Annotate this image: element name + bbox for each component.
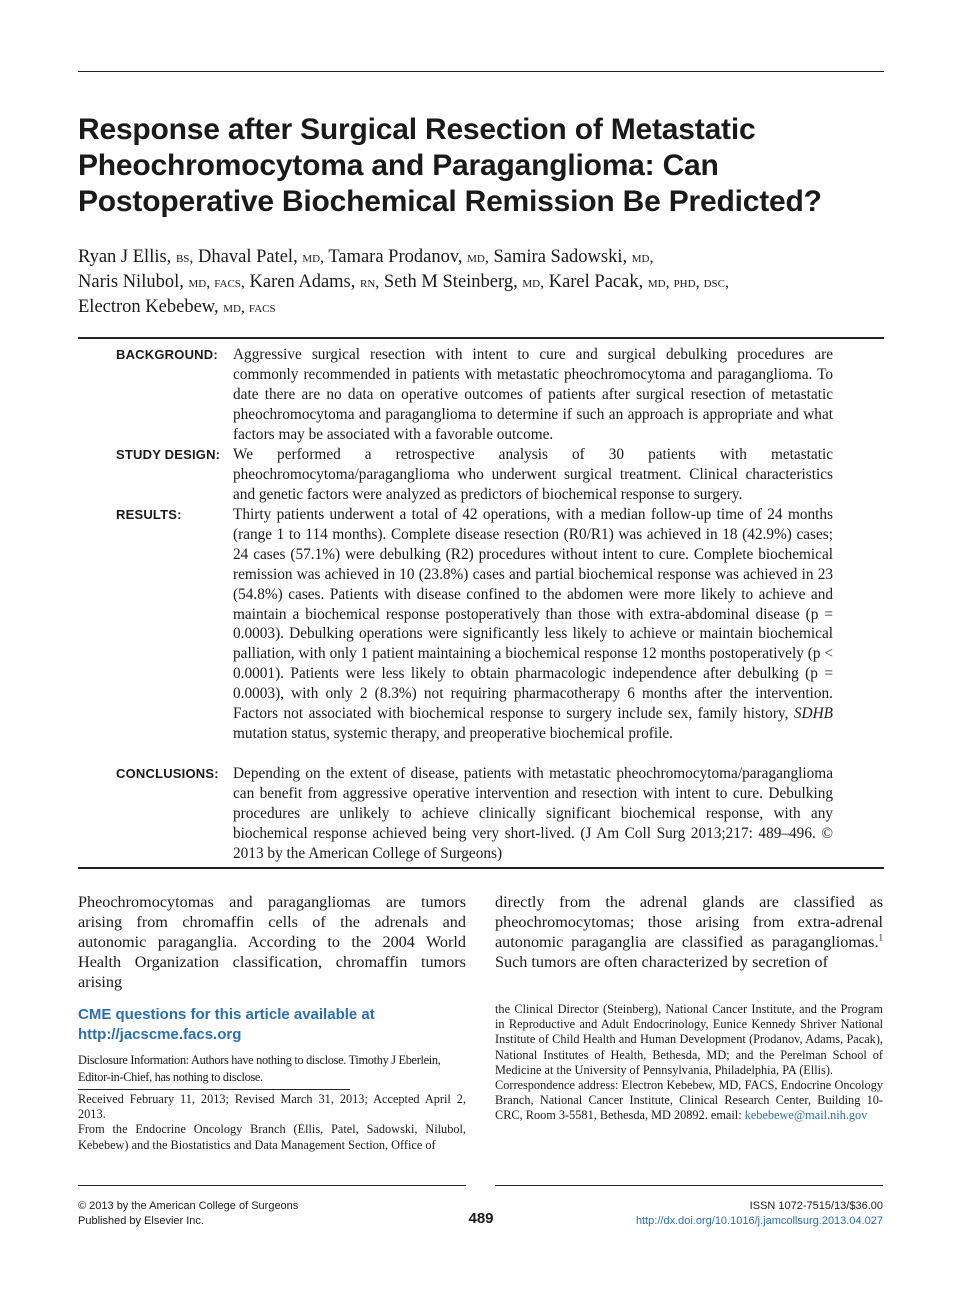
- author-degree: bs,: [175, 249, 194, 266]
- received-dates: [78, 1092, 466, 1153]
- abstract-text: We performed a retrospective analysis of 30 patients with metastatic pheochromocytoma/paraganglioma who underwent surgical treatment. Clinical characteristics and genetic factors were analyzed as predictors of biochemical response to surgery.: [233, 446, 833, 503]
- title-line: Pheochromocytoma and Paraganglioma: Can: [78, 149, 719, 182]
- body-text-right: [495, 892, 883, 972]
- gene-name: SDHB: [793, 705, 833, 723]
- author-degree: md, facs: [223, 299, 276, 316]
- abstract-label: CONCLUSIONS:: [116, 766, 219, 781]
- body-text: directly from the adrenal glands are classified as pheochromocytomas; those arising from extra-adrenal autonomic paraganglia are classified as paragangliomas.: [495, 893, 883, 951]
- author-list: [78, 245, 884, 320]
- author-name: Samira Sadowski,: [493, 247, 628, 267]
- author-name: Dhaval Patel,: [198, 247, 298, 267]
- author-line: [78, 245, 884, 270]
- cme-notice: [78, 1005, 466, 1045]
- author-degree: md, facs,: [188, 274, 245, 291]
- author-degree: md,: [522, 274, 545, 291]
- abstract-label: STUDY DESIGN:: [116, 447, 221, 462]
- footer-rule-right: [495, 1185, 883, 1186]
- author-degree: md, phd, dsc,: [647, 274, 729, 291]
- reference-marker[interactable]: 1: [878, 932, 883, 943]
- correspondence: [495, 1078, 883, 1124]
- top-rule: [78, 71, 884, 72]
- publisher: Published by Elsevier Inc.: [78, 1215, 204, 1227]
- page-number: 489: [468, 1210, 494, 1227]
- abstract-box: [78, 337, 884, 869]
- cme-link[interactable]: http://jacscme.facs.org: [78, 1026, 242, 1043]
- abstract-label: RESULTS:: [116, 507, 182, 522]
- abstract-label: BACKGROUND:: [116, 347, 218, 362]
- doi-link[interactable]: http://dx.doi.org/10.1016/j.jamcollsurg.2013.04.027: [635, 1215, 883, 1227]
- title-line: Postoperative Biochemical Remission Be Predicted?: [78, 185, 822, 218]
- author-name: Karel Pacak,: [548, 272, 644, 292]
- body-text-left: Pheochromocytomas and paragangliomas are tumors arising from chromaffin cells of the adrenals and autonomic paraganglia. According to the 2004 World Health Organization classification, chromaffin tumors arising: [78, 893, 466, 991]
- received-text: Received February 11, 2013; Revised March 31, 2013; Accepted April 2, 2013.: [78, 1092, 466, 1122]
- affiliation-text: the Clinical Director (Steinberg), National Cancer Institute, and the Program in Reproductive and Adult Endocrinology, Eunice Kennedy Shriver National Institute of Child Health and Human Development (Prodanov, Adams, Pacak), National Institutes of Health, Bethesda, MD; and the Perelman School of Medicine at the University of Pennsylvania, Philadelphia, PA (Ellis).: [495, 1002, 883, 1077]
- affiliation-text: From the Endocrine Oncology Branch (Ellis, Patel, Sadowski, Nilubol, Kebebew) and the Biostatistics and Data Management Section, Office of: [78, 1122, 466, 1152]
- author-name: Ryan J Ellis,: [78, 247, 172, 267]
- author-degree: md,: [467, 249, 489, 266]
- footer-rule-left: [78, 1185, 466, 1186]
- author-line: [78, 295, 884, 320]
- author-name: Naris Nilubol,: [78, 272, 184, 292]
- title-line: Response after Surgical Resection of Metastatic: [78, 113, 756, 146]
- abstract-text: [233, 505, 833, 744]
- author-name: Electron Kebebew,: [78, 297, 219, 317]
- author-line: [78, 270, 884, 295]
- footnote-rule: [78, 1089, 350, 1090]
- results-text: mutation status, systemic therapy, and preoperative biochemical profile.: [233, 724, 673, 742]
- affiliation-continued: [495, 1002, 883, 1124]
- abstract-text: Aggressive surgical resection with intent to cure and surgical debulking procedures are commonly recommended in patients with metastatic pheochromocytoma and paraganglioma. To date there are no data on operative outcomes of patients after surgical resection of metastatic pheochromocytoma and paraganglioma to determine if such an approach is appropriate and what factors may be associated with a favorable outcome.: [233, 346, 833, 443]
- copyright: © 2013 by the American College of Surgeons: [78, 1200, 299, 1212]
- email-link[interactable]: kebebewe@mail.nih.gov: [744, 1108, 868, 1123]
- author-name: Tamara Prodanov,: [328, 247, 463, 267]
- author-degree: rn,: [360, 274, 380, 291]
- footer-right: [636, 1199, 883, 1229]
- issn: ISSN 1072-7515/13/$36.00: [749, 1200, 883, 1212]
- author-degree: md,: [302, 249, 325, 266]
- cme-text: CME questions for this article available at: [78, 1006, 375, 1023]
- correspondence-text: Correspondence address: Electron Kebebew, MD, FACS, Endocrine Oncology Branch, National Cancer Institute, Clinical Research Center, Building 10-CRC, Room 3-5581, Bethesda, MD 20892. email:: [495, 1078, 883, 1123]
- article-title: [78, 112, 884, 220]
- results-text: Thirty patients underwent a total of 42 operations, with a median follow-up time of 24 months (range 1 to 114 months). Complete disease resection (R0/R1) was achieved in 18 (42.9%) cases; 24 cases (57.1%) were debulking (R2) procedures without intent to cure. Complete biochemical remission was achieved in 10 (23.8%) cases and partial biochemical response was achieved in 23 (54.8%) cases. Patients with disease confined to the abdomen were more likely to achieve and maintain a biochemical response postoperatively than those with extra-abdominal disease (p = 0.0003). Debulking operations were significantly less likely to achieve or maintain biochemical palliation, with only 1 patient maintaining a biochemical response 12 months postoperatively (p < 0.0001). Patients were less likely to obtain pharmacologic independence after debulking (p = 0.0003), with only 2 (8.3%) not requiring pharmacotherapy 6 months after the intervention. Factors not associated with biochemical response to surgery include sex, family history,: [233, 506, 833, 723]
- abstract-text: Depending on the extent of disease, patients with metastatic pheochromocytoma/paraganglioma can benefit from aggressive operative intervention and resection with intent to cure. Debulking procedures are unlikely to achieve clinically significant biochemical response, with any biochemical response achieved being very short-lived. (J Am Coll Surg 2013;217: 489–496. © 2013 by the American College of Surgeons): [233, 765, 833, 862]
- author-name: Seth M Steinberg,: [383, 272, 518, 292]
- disclosure-info: Disclosure Information: Authors have nothing to disclose. Timothy J Eberlein, Editor-in-Chief, has nothing to disclose.: [78, 1053, 441, 1084]
- author-degree: md,: [631, 249, 654, 266]
- body-text: Such tumors are often characterized by secretion of: [495, 953, 829, 971]
- footer-left: [78, 1199, 298, 1229]
- author-name: Karen Adams,: [249, 272, 356, 292]
